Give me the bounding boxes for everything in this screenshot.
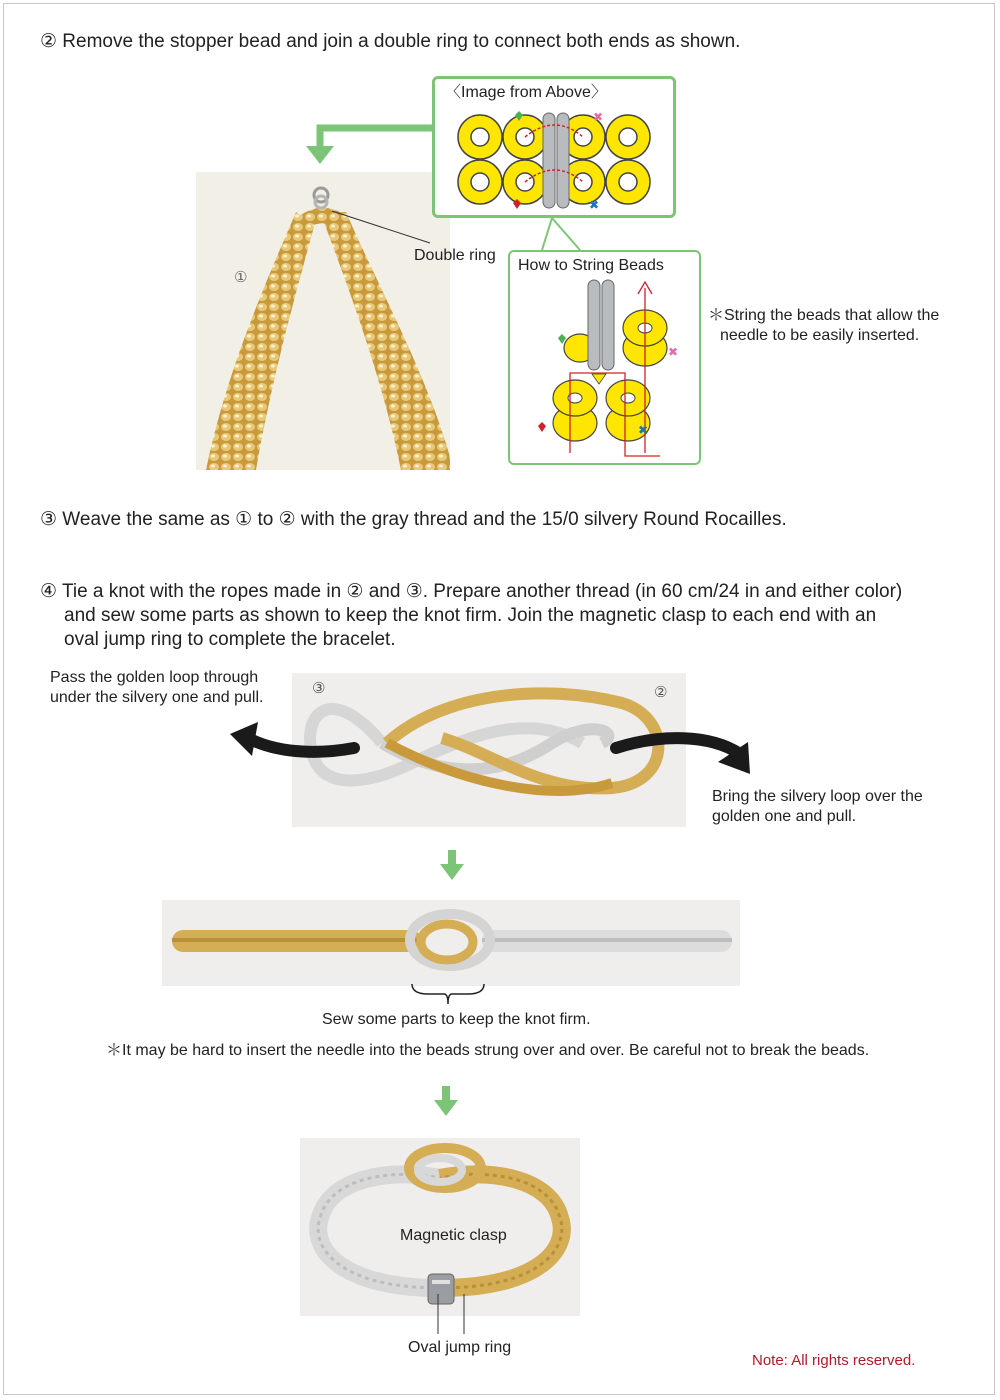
right-pull-arrow-icon — [610, 720, 760, 780]
box-connector — [540, 216, 590, 252]
green-down-arrow-icon — [300, 118, 440, 168]
knot-marker-2: ② — [654, 684, 668, 701]
pass-label-line2: under the silvery one and pull. — [50, 689, 264, 706]
image-from-above-box — [432, 76, 676, 218]
svg-text:✖: ✖ — [589, 198, 600, 212]
step4-line2: and sew some parts as shown to keep the knot firm. Join the magnetic clasp to each end with an — [64, 605, 877, 626]
magnetic-clasp-label: Magnetic clasp — [400, 1227, 507, 1244]
step2-text: ② Remove the stopper bead and join a double ring to connect both ends as shown. — [40, 31, 741, 52]
sew-label: Sew some parts to keep the knot firm. — [322, 1011, 591, 1028]
svg-text:✖: ✖ — [593, 110, 604, 124]
step4-line3: oval jump ring to complete the bracelet. — [64, 629, 396, 650]
beads-top-view-diagram — [435, 103, 673, 215]
string-note-line2: needle to be easily inserted. — [720, 327, 920, 344]
how-to-string-title: How to String Beads — [518, 257, 664, 274]
pass-label-line1: Pass the golden loop through — [50, 669, 259, 686]
stringing-path-diagram — [510, 278, 700, 462]
footer-note: Note: All rights reserved. — [752, 1352, 916, 1369]
green-down-arrow-icon-2 — [440, 850, 464, 882]
step4-line1: ④ Tie a knot with the ropes made in ② and ③. Prepare another thread (in 60 cm/24 in and either color) — [40, 581, 903, 602]
bring-label-line2: golden one and pull. — [712, 808, 857, 825]
jump-ring-leader-line — [420, 1290, 480, 1336]
how-to-string-box — [508, 250, 701, 465]
svg-text:✖: ✖ — [668, 345, 679, 359]
step3-text: ③ Weave the same as ① to ② with the gray thread and the 15/0 silvery Round Rocailles. — [40, 509, 787, 530]
oval-jump-ring-label: Oval jump ring — [408, 1339, 512, 1356]
image-from-above-title: 〈Image from Above〉 — [445, 84, 607, 101]
svg-text:✖: ✖ — [638, 423, 649, 437]
double-ring-label: Double ring — [414, 247, 496, 264]
green-down-arrow-icon-3 — [434, 1086, 458, 1118]
string-note-line1: ＊String the beads that allow the — [708, 307, 940, 324]
caution-note: ＊It may be hard to insert the needle into the beads strung over and over. Be careful not to break the beads. — [106, 1042, 870, 1059]
tightened-knot-photo — [162, 900, 740, 986]
bring-label-line1: Bring the silvery loop over the — [712, 788, 923, 805]
photo-marker-1: ① — [234, 269, 248, 286]
knot-brace — [408, 982, 488, 1006]
knot-marker-3: ③ — [312, 680, 326, 697]
tightened-knot-image — [162, 900, 740, 986]
left-pull-arrow-icon — [222, 718, 362, 778]
